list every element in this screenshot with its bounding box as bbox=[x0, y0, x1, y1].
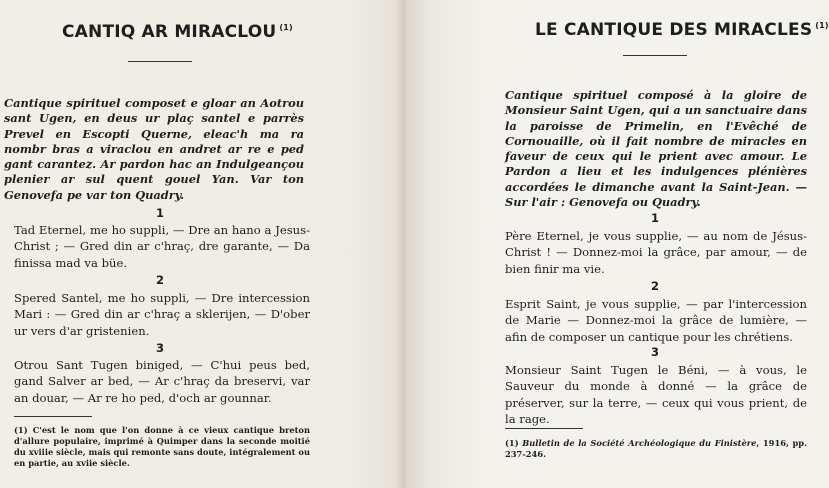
right-title-text: LE CANTIQUE DES MIRACLES bbox=[535, 20, 813, 40]
right-stanza-1: Père Eternel, je vous supplie, — au nom de Jésus-Christ ! — Donnez-moi la grâce, par amour, — de bien finir ma vie. bbox=[505, 229, 807, 276]
left-footnote-rule bbox=[14, 416, 92, 417]
right-footnote bbox=[505, 438, 807, 460]
right-title-note-ref: (1) bbox=[815, 21, 829, 30]
left-stanza-2: Spered Santel, me ho suppli, — Dre intercession Mari : — Gred din ar c'hraç a sklerijen, — D'ober ur vers d'ar gristenien. bbox=[14, 291, 310, 338]
right-footnote-rule bbox=[505, 428, 583, 429]
left-title-text: CANTIQ AR MIRACLOU bbox=[62, 22, 277, 42]
left-stanza-1-number: 1 bbox=[155, 206, 164, 220]
right-stanza-1-number: 1 bbox=[650, 211, 659, 225]
right-page bbox=[405, 0, 829, 488]
right-stanza-3: Monsieur Saint Tugen le Béni, — à vous, le Sauveur du monde à donné — la grâce de préserver, sur la terre, — ceux qui vous prient, de la rage. bbox=[505, 363, 807, 426]
right-title-rule bbox=[623, 55, 687, 56]
right-footnote-prefix: (1) bbox=[505, 438, 523, 448]
left-title-rule bbox=[128, 61, 192, 62]
left-stanza-3-number: 3 bbox=[155, 341, 164, 355]
right-stanza-2-number: 2 bbox=[650, 279, 659, 293]
left-intro: Cantique spirituel composet e gloar an Aotrou sant Ugen, en deus ur plaç santel e parrès Prevel en Escopti Querne, eleac'h ma ra nombr bras a viraclou en andret ar re e ped gant carantez. Ar pardon hac an Indulgeançou plenier ar sul quent gouel Yan. Var ton Genovefa pe var ton Quadry. bbox=[4, 96, 304, 202]
right-title bbox=[535, 20, 829, 40]
left-stanza-3: Otrou Sant Tugen biniged, — C'hui peus bed, gand Salver ar bed, — Ar c'hraç da breservi, var an douar, — Ar re ho ped, d'och ar gounnar. bbox=[14, 358, 310, 405]
right-intro: Cantique spirituel composé à la gloire de Monsieur Saint Ugen, qui a un sanctuaire dans la paroisse de Primelin, en l'Evêché de Cornouaille, où il fait nombre de miracles en faveur de ceux qui le prient avec amour. Le Pardon a lieu et les indulgences plénières accordées le dimanche avant la Saint-Jean. — Sur l'air : Genovefa ou Quadry. bbox=[505, 88, 807, 210]
left-title bbox=[62, 22, 293, 42]
left-page bbox=[0, 0, 405, 488]
right-footnote-source: Bulletin de la Société Archéologique du Finistère bbox=[522, 438, 757, 448]
right-footnote-suffix: , 1916, pp. 237-246. bbox=[505, 438, 807, 459]
left-stanza-2-number: 2 bbox=[155, 273, 164, 287]
left-footnote: (1) C'est le nom que l'on donne à ce vieux cantique breton d'allure populaire, imprimé à Quimper dans la seconde moitié du xviiie siècle, mais qui remonte sans doute, intégralement ou en partie, au xviie siècle. bbox=[14, 425, 310, 468]
right-stanza-2: Esprit Saint, je vous supplie, — par l'intercession de Marie — Donnez-moi la grâce de lumière, — afin de composer un cantique pour les chrétiens. bbox=[505, 297, 807, 344]
left-stanza-1: Tad Eternel, me ho suppli, — Dre an hano a Jesus-Christ ; — Gred din ar c'hraç, dre garante, — Da finissa mad va büe. bbox=[14, 223, 310, 270]
right-stanza-3-number: 3 bbox=[650, 345, 659, 359]
left-title-note-ref: (1) bbox=[279, 23, 293, 32]
